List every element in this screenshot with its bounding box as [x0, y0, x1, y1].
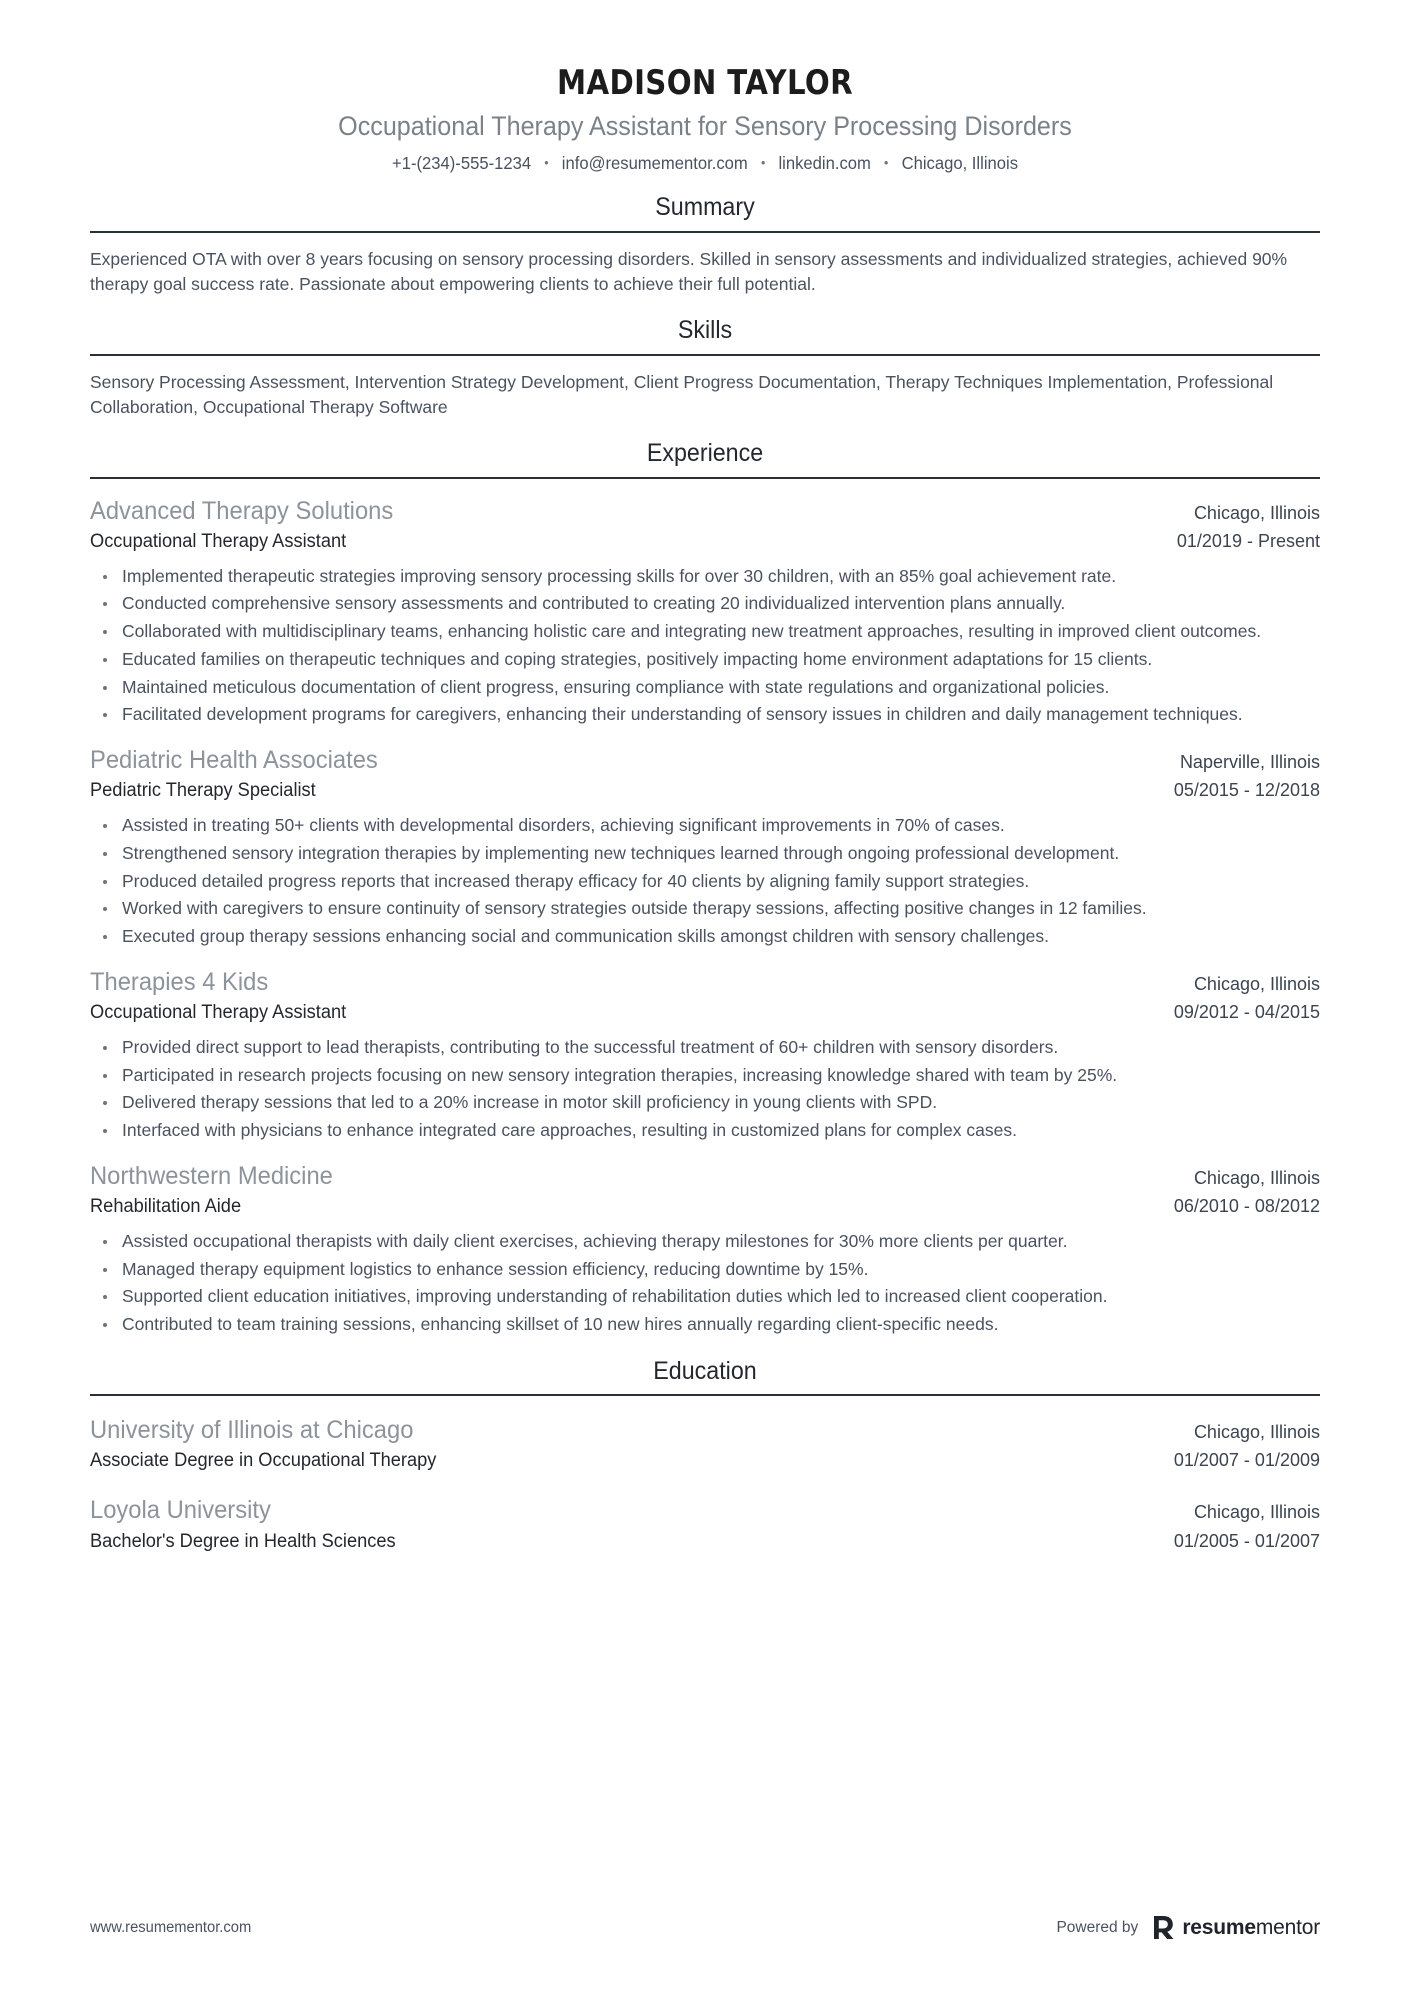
experience-bullet: Participated in research projects focusing on new sensory integration therapies, increasing knowledge shared with team by 25%. — [90, 1063, 1320, 1089]
experience-entry — [90, 966, 1320, 1144]
contact-location: Chicago, Illinois — [901, 152, 1019, 173]
experience-company: Therapies 4 Kids — [90, 967, 269, 996]
section-skills — [90, 315, 1320, 420]
resumementor-r-mark-icon — [1152, 1915, 1175, 1940]
brand-word-second: mentor — [1255, 1916, 1320, 1939]
experience-bullet: Strengthened sensory integration therapies by implementing new techniques learned through ongoing professional development. — [90, 841, 1320, 867]
experience-entry-header — [90, 744, 1320, 777]
experience-dates: 01/2019 - Present — [1176, 531, 1320, 551]
experience-company: Advanced Therapy Solutions — [90, 496, 394, 525]
experience-bullet: Contributed to team training sessions, enhancing skillset of 10 new hires annually regarding client-specific needs. — [90, 1312, 1320, 1338]
experience-entry-subheader — [90, 527, 1320, 555]
experience-entry — [90, 495, 1320, 728]
contact-phone: +1-(234)-555-1234 — [391, 152, 532, 173]
experience-bullet: Provided direct support to lead therapists, contributing to the successful treatment of 60+ children with sensory disorders. — [90, 1035, 1320, 1061]
contact-email[interactable]: info@resumementor.com — [561, 152, 748, 173]
education-location: Chicago, Illinois — [1193, 1502, 1320, 1523]
experience-bullet-list — [90, 1035, 1320, 1144]
section-title-education: Education — [653, 1356, 757, 1385]
experience-location: Chicago, Illinois — [1193, 1167, 1320, 1188]
experience-dates: 05/2015 - 12/2018 — [1173, 780, 1320, 801]
education-entry-header — [90, 1494, 1320, 1527]
summary-text: Experienced OTA with over 8 years focusing on sensory processing disorders. Skilled in sensory assessments and individualized strategies, achieved 90% therapy goal success rate. Passionate about empowering clients to achieve their full potential. — [90, 248, 1288, 294]
experience-company: Pediatric Health Associates — [90, 745, 378, 774]
experience-bullet: Assisted occupational therapists with daily client exercises, achieving therapy milestones for 30% more clients per quarter. — [90, 1229, 1320, 1255]
section-education — [90, 1356, 1320, 1555]
education-list — [90, 1396, 1320, 1554]
contact-separator-icon: • — [544, 155, 549, 171]
education-degree: Bachelor's Degree in Health Sciences — [90, 1530, 396, 1552]
experience-bullet: Worked with caregivers to ensure continuity of sensory strategies outside therapy sessions, affecting positive changes in 12 families. — [90, 896, 1320, 922]
experience-bullet: Executed group therapy sessions enhancing social and communication skills amongst children with sensory challenges. — [90, 924, 1320, 950]
contact-separator-icon: • — [884, 155, 889, 171]
experience-location: Chicago, Illinois — [1193, 973, 1320, 994]
experience-entry-subheader — [90, 1192, 1320, 1220]
experience-role: Rehabilitation Aide — [90, 1196, 242, 1218]
experience-dates: 09/2012 - 04/2015 — [1173, 1002, 1320, 1023]
contact-separator-icon: • — [760, 155, 766, 171]
resumementor-logo — [1152, 1915, 1320, 1940]
skills-body — [90, 356, 1320, 421]
experience-entry-subheader — [90, 776, 1320, 804]
candidate-name: MADISON TAYLOR — [557, 63, 853, 103]
section-title-experience: Experience — [646, 439, 764, 468]
experience-entry-subheader — [90, 998, 1320, 1026]
education-dates: 01/2005 - 01/2007 — [1173, 1530, 1320, 1551]
experience-bullet: Conducted comprehensive sensory assessments and contributed to creating 20 individualized intervention plans annually. — [90, 591, 1320, 617]
education-entry-subheader — [90, 1527, 1320, 1555]
experience-bullet: Collaborated with multidisciplinary teams, enhancing holistic care and integrating new treatment approaches, resulting in improved client outcomes. — [90, 619, 1320, 645]
skills-text: Sensory Processing Assessment, Intervention Strategy Development, Client Progress Documentation, Therapy Techniques Implementation, Professional Collaboration, Occupational Therapy Software — [90, 371, 1274, 417]
experience-dates: 06/2010 - 08/2012 — [1173, 1196, 1320, 1217]
candidate-headline: Occupational Therapy Assistant for Sensory Processing Disorders — [338, 111, 1072, 142]
summary-body — [90, 233, 1320, 298]
experience-role: Pediatric Therapy Specialist — [90, 780, 316, 802]
experience-entry-header — [90, 966, 1320, 999]
experience-role: Occupational Therapy Assistant — [90, 531, 347, 552]
education-school: University of Illinois at Chicago — [90, 1415, 414, 1444]
experience-bullet: Facilitated development programs for caregivers, enhancing their understanding of sensory issues in children and daily management techniques. — [90, 702, 1320, 728]
experience-bullet-list — [90, 564, 1320, 728]
contact-linkedin[interactable]: linkedin.com — [778, 152, 871, 173]
section-experience — [90, 438, 1320, 1337]
experience-bullet: Delivered therapy sessions that led to a 20% increase in motor skill proficiency in young clients with SPD. — [90, 1090, 1320, 1116]
resumementor-wordmark — [1182, 1917, 1320, 1938]
experience-entry-header — [90, 495, 1320, 528]
experience-entry — [90, 744, 1320, 950]
experience-list — [90, 479, 1320, 1338]
education-degree: Associate Degree in Occupational Therapy — [90, 1450, 437, 1472]
experience-bullet-list — [90, 813, 1320, 950]
experience-bullet: Maintained meticulous documentation of client progress, ensuring compliance with state regulations and organizational policies. — [90, 675, 1320, 701]
experience-bullet: Produced detailed progress reports that increased therapy efficacy for 40 clients by aligning family support strategies. — [90, 869, 1320, 895]
resume-header — [90, 55, 1320, 174]
experience-bullet: Supported client education initiatives, improving understanding of rehabilitation duties which led to increased client cooperation. — [90, 1284, 1320, 1310]
experience-location: Chicago, Illinois — [1193, 502, 1320, 523]
experience-bullet: Interfaced with physicians to enhance integrated care approaches, resulting in customized plans for complex cases. — [90, 1118, 1320, 1144]
education-location: Chicago, Illinois — [1193, 1421, 1320, 1442]
section-title-skills: Skills — [677, 316, 733, 345]
education-dates: 01/2007 - 01/2009 — [1173, 1450, 1320, 1471]
section-title-summary: Summary — [655, 193, 755, 222]
experience-bullet: Implemented therapeutic strategies improving sensory processing skills for over 30 children, with an 85% goal achievement rate. — [90, 564, 1320, 590]
experience-location: Naperville, Illinois — [1179, 751, 1320, 772]
education-school: Loyola University — [90, 1496, 271, 1525]
experience-entry-header — [90, 1160, 1320, 1193]
experience-role: Occupational Therapy Assistant — [90, 1002, 347, 1024]
brand-word-first: resume — [1182, 1916, 1256, 1939]
experience-bullet: Assisted in treating 50+ clients with developmental disorders, achieving significant improvements in 70% of cases. — [90, 813, 1320, 839]
experience-bullet: Educated families on therapeutic techniques and coping strategies, positively impacting home environment adaptations for 15 clients. — [90, 647, 1320, 673]
education-entry-subheader — [90, 1446, 1320, 1474]
experience-bullet: Managed therapy equipment logistics to enhance session efficiency, reducing downtime by 15%. — [90, 1257, 1320, 1283]
footer-website-url[interactable]: www.resumementor.com — [90, 1918, 252, 1936]
footer-brand — [1056, 1915, 1320, 1940]
section-summary — [90, 192, 1320, 297]
experience-company: Northwestern Medicine — [90, 1161, 333, 1190]
powered-by-label: Powered by — [1056, 1918, 1139, 1936]
education-entry — [90, 1414, 1320, 1474]
education-entry-header — [90, 1414, 1320, 1447]
education-entry — [90, 1494, 1320, 1554]
experience-entry — [90, 1160, 1320, 1338]
contact-line — [121, 152, 1290, 175]
experience-bullet-list — [90, 1229, 1320, 1338]
resume-footer — [90, 1915, 1320, 1940]
